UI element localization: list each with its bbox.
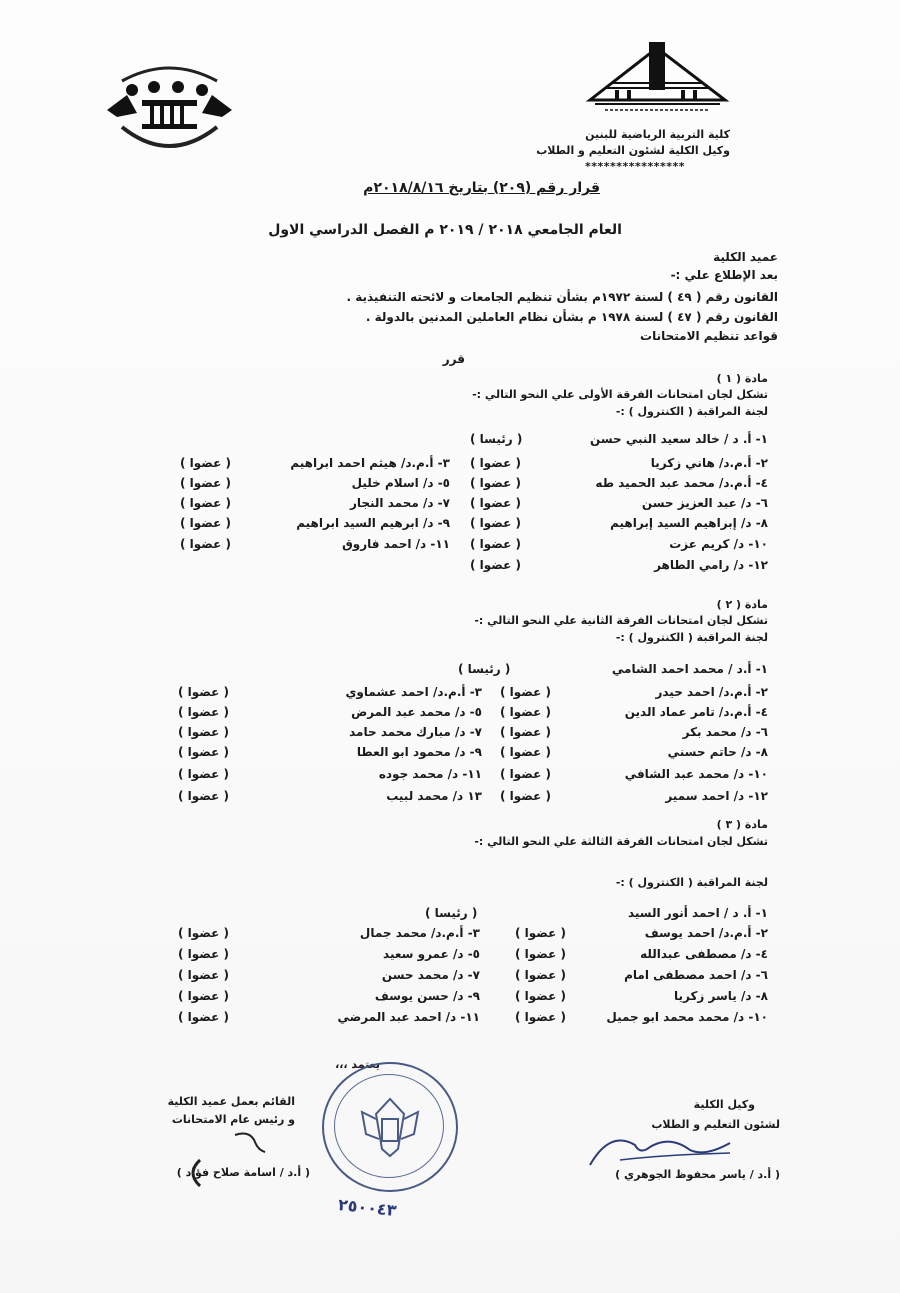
- a3-row5-right: ٨- د/ ياسر زكريا: [673, 989, 768, 1003]
- a2-row1-role: ( رئيسا ): [458, 662, 511, 676]
- a1-row2-left: ٣- أ.م.د/ هيثم احمد ابراهيم: [290, 456, 450, 470]
- handwritten-code: ٢٥٠٠٤٣: [337, 1194, 398, 1221]
- a1-row1-role: ( رئيسا ): [470, 432, 523, 446]
- article-3-label: مادة ( ٣ ): [716, 818, 768, 831]
- a3-row6-left: ١١- د/ احمد عبد المرضي: [337, 1010, 480, 1024]
- a3-row4-role: ( عضوا ): [515, 968, 567, 982]
- left-signer-title1: القائم بعمل عميد الكلية: [167, 1095, 295, 1108]
- a3-row4-right: ٦- د/ احمد مصطفى امام: [624, 968, 768, 982]
- article-1-label: مادة ( ١ ): [716, 372, 768, 385]
- right-signer-title2: لشئون التعليم و الطلاب: [651, 1118, 780, 1131]
- a1-row5-role: ( عضوا ): [470, 516, 522, 530]
- vice-dean-office: وكيل الكلية لشئون التعليم و الطلاب: [536, 144, 730, 157]
- faculty-name: كلية التربية الرياضية للبنين: [585, 128, 730, 141]
- a3-row3-left: ٥- د/ عمرو سعيد: [383, 947, 480, 961]
- a3-row2-right: ٢- أ.م.د/ احمد يوسف: [644, 926, 768, 940]
- a2-row5-left-role: ( عضوا ): [178, 745, 230, 759]
- a1-row2-right: ٢- أ.م.د/ هاني زكريا: [650, 456, 768, 470]
- article-3-desc: تشكل لجان امتحانات الفرقة الثالثة علي النحو التالي :-: [474, 835, 768, 848]
- a2-row1-right: ١- أ.د / محمد احمد الشامي: [611, 662, 768, 676]
- a3-row6-role: ( عضوا ): [515, 1010, 567, 1024]
- a3-row3-role: ( عضوا ): [515, 947, 567, 961]
- left-handwritten-mark: [230, 1130, 270, 1155]
- official-seal-stamp: [322, 1062, 458, 1192]
- article-1-committee: لجنة المراقبة ( الكنترول ) :-: [615, 405, 768, 418]
- a2-row7-role: ( عضوا ): [500, 789, 552, 803]
- a2-row3-left-role: ( عضوا ): [178, 705, 230, 719]
- a1-row2-role: ( عضوا ): [470, 456, 522, 470]
- decided-label: قرر: [442, 352, 465, 366]
- a1-row3-left-role: ( عضوا ): [180, 476, 232, 490]
- a3-row5-left: ٩- د/ حسن يوسف: [374, 989, 480, 1003]
- a2-row6-left-role: ( عضوا ): [178, 767, 230, 781]
- approve-label: يعتمد ،،،: [335, 1058, 380, 1071]
- dean-label: عميد الكلية: [713, 250, 778, 264]
- a1-row5-right: ٨- د/ إبراهيم السيد إبراهيم: [610, 516, 768, 530]
- a2-row7-left: ١٣ د/ محمد لبيب: [386, 789, 482, 803]
- a2-row7-left-role: ( عضوا ): [178, 789, 230, 803]
- a3-row2-left: ٣- أ.م.د/ محمد جمال: [359, 926, 480, 940]
- a2-row5-role: ( عضوا ): [500, 745, 552, 759]
- a2-row4-left-role: ( عضوا ): [178, 725, 230, 739]
- a2-row4-role: ( عضوا ): [500, 725, 552, 739]
- article-2-desc: تشكل لجان امتحانات الفرقة الثانية علي النحو التالي :-: [474, 614, 768, 627]
- a2-row6-left: ١١- د/ محمد جوده: [378, 767, 482, 781]
- a1-row2-left-role: ( عضوا ): [180, 456, 232, 470]
- a1-row3-role: ( عضوا ): [470, 476, 522, 490]
- a3-row3-left-role: ( عضوا ): [178, 947, 230, 961]
- right-signer-title1: وكيل الكلية: [693, 1098, 755, 1111]
- a2-row3-right: ٤- أ.م.د/ تامر عماد الدين: [624, 705, 768, 719]
- header-stars: ****************: [585, 160, 686, 173]
- a3-row3-right: ٤- د/ مصطفى عبدالله: [640, 947, 768, 961]
- a3-row6-right: ١٠- د/ محمد محمد ابو جميل: [606, 1010, 768, 1024]
- article-1-desc: تشكل لجان امتحانات الفرقة الأولى علي النحو التالي :-: [472, 388, 768, 401]
- a1-row4-left: ٧- د/ محمد النجار: [349, 496, 450, 510]
- a2-row3-role: ( عضوا ): [500, 705, 552, 719]
- a1-row6-right: ١٠- د/ كريم عزت: [669, 537, 768, 551]
- a2-row4-right: ٦- د/ محمد بكر: [682, 725, 768, 739]
- law-1: القانون رقم ( ٤٩ ) لسنة ١٩٧٢م بشأن تنظيم الجامعات و لائحته التنفيذية .: [346, 290, 778, 304]
- a2-row2-left: ٣- أ.م.د/ احمد عشماوي: [345, 685, 482, 699]
- a1-row7-right: ١٢- د/ رامي الطاهر: [654, 558, 768, 572]
- a1-row3-right: ٤- أ.م.د/ محمد عبد الحميد طه: [595, 476, 768, 490]
- faculty-emblem-logo: [102, 55, 237, 165]
- left-handwritten-bracket: [182, 1158, 204, 1188]
- a3-row2-role: ( عضوا ): [515, 926, 567, 940]
- a3-row5-role: ( عضوا ): [515, 989, 567, 1003]
- a1-row7-role: ( عضوا ): [470, 558, 522, 572]
- article-2-label: مادة ( ٢ ): [716, 598, 768, 611]
- a2-row2-right: ٢- أ.م.د/ احمد حيدر: [655, 685, 768, 699]
- a2-row7-right: ١٢- د/ احمد سمير: [665, 789, 768, 803]
- a1-row1-right: ١- أ. د / خالد سعيد النبي حسن: [590, 432, 768, 446]
- a3-row4-left: ٧- د/ محمد حسن: [381, 968, 480, 982]
- exam-rules: قواعد تنظيم الامتحانات: [640, 329, 778, 343]
- a2-row5-right: ٨- د/ حاتم حسني: [667, 745, 768, 759]
- article-2-committee: لجنة المراقبة ( الكنترول ) :-: [615, 631, 768, 644]
- a2-row2-role: ( عضوا ): [500, 685, 552, 699]
- after-reviewing: بعد الإطلاع علي :-: [670, 268, 778, 282]
- law-2: القانون رقم ( ٤٧ ) لسنة ١٩٧٨ م بشأن نظام العاملين المدنين بالدولة .: [365, 310, 778, 324]
- a1-row3-left: ٥- د/ اسلام خليل: [351, 476, 450, 490]
- right-signer-name: ( أ.د / ياسر محفوظ الجوهري ): [615, 1168, 780, 1181]
- article-3-committee: لجنة المراقبة ( الكنترول ) :-: [615, 876, 768, 889]
- a2-row6-right: ١٠- د/ محمد عبد الشافي: [624, 767, 768, 781]
- a3-row1-role: ( رئيسا ): [425, 906, 478, 920]
- a1-row6-left: ١١- د/ احمد فاروق: [342, 537, 450, 551]
- decision-title: قرار رقم (٢٠٩) بتاريخ ٢٠١٨/٨/١٦م: [363, 180, 600, 196]
- a2-row6-role: ( عضوا ): [500, 767, 552, 781]
- a1-row4-role: ( عضوا ): [470, 496, 522, 510]
- a2-row2-left-role: ( عضوا ): [178, 685, 230, 699]
- left-signer-title2: و رئيس عام الامتحانات: [171, 1113, 295, 1126]
- a3-row5-left-role: ( عضوا ): [178, 989, 230, 1003]
- a1-row5-left-role: ( عضوا ): [180, 516, 232, 530]
- a3-row4-left-role: ( عضوا ): [178, 968, 230, 982]
- a1-row6-left-role: ( عضوا ): [180, 537, 232, 551]
- a3-row2-left-role: ( عضوا ): [178, 926, 230, 940]
- a1-row4-left-role: ( عضوا ): [180, 496, 232, 510]
- university-emblem-logo: [585, 38, 730, 120]
- left-signer-name: ( أ.د / اسامة صلاح فؤاد ): [176, 1166, 310, 1179]
- academic-year: العام الجامعي ٢٠١٨ / ٢٠١٩ م الفصل الدراسي الاول: [268, 222, 622, 238]
- a1-row5-left: ٩- د/ ابرهيم السيد ابراهيم: [296, 516, 450, 530]
- a2-row5-left: ٩- د/ محمود ابو العطا: [356, 745, 482, 759]
- a2-row4-left: ٧- د/ مبارك محمد حامد: [349, 725, 482, 739]
- a3-row6-left-role: ( عضوا ): [178, 1010, 230, 1024]
- a3-row1-right: ١- أ. د / احمد أنور السيد: [627, 906, 768, 920]
- a1-row6-role: ( عضوا ): [470, 537, 522, 551]
- a1-row4-right: ٦- د/ عبد العزيز حسن: [641, 496, 768, 510]
- a2-row3-left: ٥- د/ محمد عبد المرض: [351, 705, 482, 719]
